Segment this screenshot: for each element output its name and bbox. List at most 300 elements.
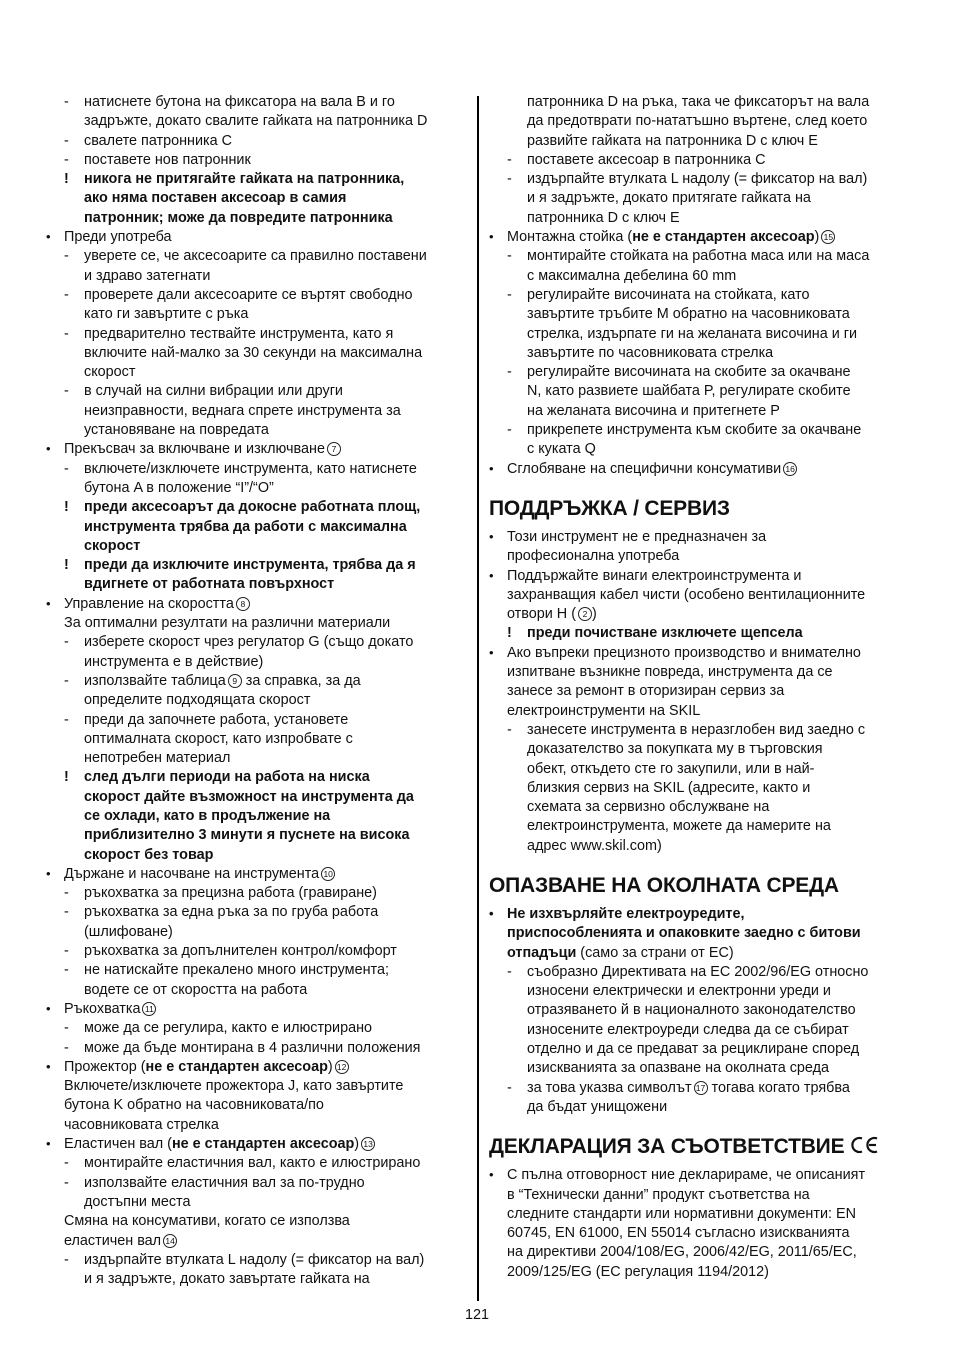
circled-number-icon: 15 bbox=[821, 230, 835, 244]
heading-service: ПОДДРЪЖКА / СЕРВИЗ bbox=[489, 496, 730, 520]
dash-marker: - bbox=[64, 1251, 69, 1268]
text-fragment: патронника D с ключ E bbox=[527, 209, 680, 226]
line-text bbox=[46, 363, 466, 382]
line-text bbox=[489, 798, 911, 817]
text-line bbox=[46, 1193, 466, 1212]
text-line bbox=[46, 595, 466, 614]
line-text bbox=[489, 837, 911, 856]
text-fragment: Еластичен вал ( bbox=[64, 1136, 172, 1153]
text-line bbox=[489, 798, 911, 817]
text-fragment: монтирайте стойката на работна маса или на маса bbox=[527, 248, 870, 265]
line-text bbox=[489, 1040, 911, 1059]
line-text bbox=[46, 846, 466, 865]
line-text bbox=[46, 595, 466, 614]
line-text bbox=[46, 460, 466, 479]
line-text bbox=[46, 1019, 466, 1038]
text-line bbox=[489, 1040, 911, 1059]
text-fragment: прикрепете инструмента към скобите за окачване bbox=[527, 422, 862, 439]
line-text bbox=[46, 498, 466, 517]
text-fragment: и я задръжте, докато завъртате гайката на bbox=[84, 1271, 370, 1288]
text-fragment: електроинструмента, можете да намерите на bbox=[527, 818, 831, 835]
text-fragment: се охлади, като в продължение на bbox=[84, 807, 331, 824]
text-fragment: Прекъсвач за включване и изключване bbox=[64, 441, 325, 458]
text-line bbox=[46, 132, 466, 151]
text-line bbox=[46, 498, 466, 517]
text-fragment: изискванията за опазване на околната среда bbox=[527, 1060, 829, 1077]
text-line bbox=[489, 644, 911, 663]
text-line bbox=[46, 209, 466, 228]
text-line bbox=[489, 963, 911, 982]
line-text bbox=[46, 421, 466, 440]
text-fragment: издърпайте втулката L надолу (= фиксатор на вал) bbox=[84, 1251, 425, 1268]
text-fragment: доказателство за покупката му в търговския bbox=[527, 741, 823, 758]
text-fragment: уверете се, че аксесоарите са правилно поставени bbox=[84, 248, 427, 265]
text-fragment: износените електроуреди следва да се събират bbox=[527, 1021, 849, 1038]
line-text bbox=[46, 653, 466, 672]
line-text bbox=[489, 547, 911, 566]
text-line bbox=[46, 537, 466, 556]
text-fragment: да предотврати по-нататъшно въртене, след което bbox=[527, 113, 868, 130]
line-text bbox=[489, 363, 911, 382]
text-fragment: преди да изключите инструмента, трябва да я bbox=[84, 557, 416, 574]
text-line bbox=[489, 382, 911, 401]
text-line bbox=[489, 305, 911, 324]
text-fragment: скорост bbox=[84, 364, 136, 381]
text-fragment: Смяна на консумативи, когато се използва bbox=[64, 1213, 350, 1230]
text-line bbox=[489, 760, 911, 779]
line-text bbox=[489, 760, 911, 779]
text-fragment: използвайте еластичния вал за по-трудно bbox=[84, 1174, 365, 1191]
bullet-icon: • bbox=[489, 528, 494, 544]
text-fragment: определите подходящата скорост bbox=[84, 692, 311, 709]
left-column bbox=[46, 93, 466, 1289]
text-line bbox=[489, 944, 911, 963]
heading-declaration: ДЕКЛАРАЦИЯ ЗА СЪОТВЕТСТВИЕ bbox=[489, 1133, 911, 1161]
line-text bbox=[46, 209, 466, 228]
text-fragment: Монтажна стойка ( bbox=[507, 229, 633, 246]
text-line bbox=[46, 981, 466, 1000]
line-text bbox=[46, 267, 466, 286]
text-line bbox=[489, 363, 911, 382]
text-fragment: задръжте, докато свалите гайката на патронника D bbox=[84, 113, 428, 130]
text-fragment: ако няма поставен аксесоар в самия bbox=[84, 190, 347, 207]
bullet-icon: • bbox=[489, 905, 494, 921]
text-line bbox=[489, 982, 911, 1001]
text-fragment: инструмента трябва да работи с максимална bbox=[84, 518, 407, 535]
text-line bbox=[46, 228, 466, 247]
text-fragment: за това указва символът bbox=[527, 1079, 692, 1096]
text-fragment: с максимална дебелина 60 mm bbox=[527, 267, 737, 284]
line-text bbox=[489, 170, 911, 189]
text-fragment: като ги завъртите с ръка bbox=[84, 306, 249, 323]
text-fragment: ръкохватка за допълнителен контрол/комфорт bbox=[84, 943, 397, 960]
dash-marker: - bbox=[507, 422, 512, 439]
text-line bbox=[46, 1154, 466, 1173]
circled-number-icon: 11 bbox=[142, 1002, 156, 1016]
line-text bbox=[46, 923, 466, 942]
text-line bbox=[46, 1212, 466, 1231]
dash-marker: - bbox=[64, 460, 69, 477]
bullet-icon: • bbox=[46, 1136, 51, 1152]
dash-marker: - bbox=[64, 1039, 69, 1056]
text-fragment: износени електрически и електронни уреди и bbox=[527, 983, 831, 1000]
text-fragment: предварително тествайте инструмента, като я bbox=[84, 325, 394, 342]
text-fragment: да бъдат унищожени bbox=[527, 1098, 668, 1115]
bullet-icon: • bbox=[46, 1000, 51, 1016]
text-fragment: Преди употреба bbox=[64, 229, 172, 246]
dash-marker: - bbox=[64, 634, 69, 651]
line-text bbox=[489, 1224, 911, 1243]
text-line bbox=[489, 112, 911, 131]
dash-marker: - bbox=[507, 151, 512, 168]
warning-marker: ! bbox=[507, 625, 512, 642]
column-divider bbox=[477, 96, 479, 1301]
dash-marker: - bbox=[64, 1155, 69, 1172]
line-text bbox=[489, 605, 911, 624]
text-line bbox=[46, 382, 466, 401]
text-line bbox=[46, 93, 466, 112]
dash-marker: - bbox=[64, 383, 69, 400]
dash-marker: - bbox=[64, 904, 69, 921]
text-fragment: адрес www.skil.com) bbox=[527, 837, 662, 854]
line-text bbox=[46, 518, 466, 537]
line-text bbox=[46, 151, 466, 170]
text-line bbox=[489, 93, 911, 112]
heading-environment: ОПАЗВАНЕ НА ОКОЛНАТА СРЕДА bbox=[489, 873, 839, 897]
dash-marker: - bbox=[64, 248, 69, 265]
text-fragment: ) bbox=[592, 606, 597, 623]
line-text bbox=[46, 247, 466, 266]
text-fragment: приблизително 3 минути я пуснете на висока bbox=[84, 827, 410, 844]
text-fragment: преди почистване изключете щепсела bbox=[527, 625, 803, 642]
line-text bbox=[46, 981, 466, 1000]
bold-fragment: не е стандартен аксесоар bbox=[171, 1136, 355, 1153]
text-line bbox=[489, 817, 911, 836]
text-line bbox=[489, 837, 911, 856]
text-line bbox=[46, 286, 466, 305]
text-fragment: занесе за ремонт в оторизиран сервиз за bbox=[507, 683, 785, 700]
text-line bbox=[489, 209, 911, 228]
dash-marker: - bbox=[64, 132, 69, 149]
text-fragment: С пълна отговорност ние декларираме, че описаният bbox=[507, 1167, 866, 1184]
text-line bbox=[489, 682, 911, 701]
line-text bbox=[46, 1077, 466, 1096]
text-line bbox=[46, 711, 466, 730]
line-text bbox=[489, 586, 911, 605]
text-fragment: съобразно Директивата на ЕС 2002/96/EG относно bbox=[527, 963, 869, 980]
text-fragment: Прожектор ( bbox=[64, 1058, 146, 1075]
text-fragment: Включете/изключете прожектора J, като завъртите bbox=[64, 1078, 404, 1095]
text-fragment: Държане и насочване на инструмента bbox=[64, 865, 320, 882]
text-line bbox=[46, 1019, 466, 1038]
line-text bbox=[46, 672, 466, 691]
line-text bbox=[489, 1186, 911, 1205]
line-text bbox=[46, 1270, 466, 1289]
text-fragment: схемата за сервизно обслужване на bbox=[527, 799, 770, 816]
text-fragment: ( bbox=[567, 606, 576, 623]
text-line bbox=[46, 1077, 466, 1096]
text-line bbox=[46, 691, 466, 710]
line-text bbox=[489, 344, 911, 363]
text-line bbox=[46, 672, 466, 691]
bullet-icon: • bbox=[489, 567, 494, 583]
text-fragment: обект, откъдето сте го закупили, или в най- bbox=[527, 760, 815, 777]
text-line bbox=[489, 547, 911, 566]
text-line bbox=[46, 730, 466, 749]
text-line bbox=[46, 846, 466, 865]
text-fragment: на желаната височина и притегнете P bbox=[527, 402, 780, 419]
line-text bbox=[46, 1039, 466, 1058]
text-line bbox=[46, 305, 466, 324]
line-text bbox=[489, 924, 911, 943]
line-text bbox=[46, 325, 466, 344]
line-text bbox=[46, 228, 466, 247]
text-fragment: тогава когато трябва bbox=[707, 1079, 850, 1096]
text-line bbox=[46, 189, 466, 208]
text-fragment: установяване на повредата bbox=[84, 422, 269, 439]
line-text bbox=[489, 286, 911, 305]
text-line bbox=[489, 586, 911, 605]
line-text bbox=[46, 112, 466, 131]
text-fragment: след дълги периоди на работа на ниска bbox=[84, 769, 370, 786]
text-line bbox=[46, 1270, 466, 1289]
line-text bbox=[489, 944, 911, 963]
text-fragment: приспособленията и опаковките заедно с битови bbox=[507, 925, 861, 942]
text-line bbox=[489, 1166, 911, 1185]
line-text bbox=[46, 575, 466, 594]
text-line bbox=[46, 653, 466, 672]
text-fragment: проверете дали аксесоарите се въртят свободно bbox=[84, 286, 413, 303]
dash-marker: - bbox=[64, 151, 69, 168]
text-fragment: отделно и да се предават за рециклиране според bbox=[527, 1041, 860, 1058]
line-text bbox=[46, 691, 466, 710]
text-line bbox=[489, 1059, 911, 1078]
line-text bbox=[46, 942, 466, 961]
line-text bbox=[46, 93, 466, 112]
text-line bbox=[489, 440, 911, 459]
text-line bbox=[489, 170, 911, 189]
text-fragment: оптималната скорост, като изпробвате с bbox=[84, 730, 353, 747]
text-fragment: непотребен материал bbox=[84, 750, 231, 767]
right-top-list bbox=[489, 93, 911, 479]
service-list bbox=[489, 528, 911, 856]
text-line bbox=[46, 1174, 466, 1193]
line-text bbox=[46, 865, 466, 884]
page-number: 121 bbox=[464, 1307, 489, 1323]
text-fragment: часовниковата стрелка bbox=[64, 1116, 219, 1133]
text-fragment: скорост bbox=[84, 537, 141, 554]
text-line bbox=[46, 421, 466, 440]
text-fragment: включите най-малко за 30 секунди на максимална bbox=[84, 344, 423, 361]
text-fragment: професионална употреба bbox=[507, 548, 680, 565]
text-fragment: монтирайте еластичния вал, както е илюстрирано bbox=[84, 1155, 421, 1172]
dash-marker: - bbox=[64, 1174, 69, 1191]
text-line bbox=[46, 903, 466, 922]
text-line bbox=[489, 779, 911, 798]
text-fragment: занесете инструмента в неразглобен вид заедно с bbox=[527, 721, 866, 738]
dash-marker: - bbox=[507, 248, 512, 265]
text-line bbox=[46, 749, 466, 768]
warning-marker: ! bbox=[64, 499, 69, 516]
line-text bbox=[489, 740, 911, 759]
bullet-icon: • bbox=[46, 1058, 51, 1074]
circled-number-icon: 14 bbox=[163, 1234, 177, 1248]
text-line bbox=[46, 363, 466, 382]
line-text bbox=[46, 884, 466, 903]
dash-marker: - bbox=[64, 94, 69, 110]
text-fragment: (само за страни от ЕС) bbox=[576, 944, 734, 961]
text-line bbox=[46, 247, 466, 266]
text-line bbox=[489, 460, 911, 479]
line-text bbox=[46, 132, 466, 151]
dash-marker: - bbox=[507, 721, 512, 738]
text-fragment: Не изхвърляйте електроуредите, bbox=[507, 905, 745, 922]
text-fragment: 2009/125/EG (ЕС регулация 1194/2012) bbox=[507, 1263, 769, 1280]
line-text bbox=[46, 1232, 466, 1251]
text-fragment: отразяването й в националното законодателство bbox=[527, 1002, 856, 1019]
text-fragment: бутона K обратно на часовниковата/по bbox=[64, 1097, 324, 1114]
bullet-icon: • bbox=[46, 441, 51, 457]
line-text bbox=[489, 963, 911, 982]
text-fragment: следните стандарти или нормативни документи: EN bbox=[507, 1205, 857, 1222]
text-line bbox=[46, 865, 466, 884]
line-text bbox=[489, 421, 911, 440]
line-text bbox=[489, 567, 911, 586]
text-fragment: Ако въпреки прецизното производство и внимателно bbox=[507, 644, 861, 661]
text-fragment: водете се от скоростта на работа bbox=[84, 981, 308, 998]
text-line bbox=[46, 768, 466, 787]
line-text bbox=[46, 344, 466, 363]
line-text bbox=[46, 788, 466, 807]
bold-fragment: не е стандартен аксесоар bbox=[632, 229, 815, 246]
text-fragment: преди да започнете работа, установете bbox=[84, 711, 349, 728]
text-fragment: стрелка, издърпате ги на желаната височина и ги bbox=[527, 325, 858, 342]
text-line bbox=[489, 1001, 911, 1020]
text-line bbox=[489, 1079, 911, 1098]
line-text bbox=[46, 1135, 466, 1154]
text-line bbox=[46, 1232, 466, 1251]
text-line bbox=[46, 460, 466, 479]
text-fragment: изпитване възникне повреда, инструмента да се bbox=[507, 664, 833, 681]
text-line bbox=[489, 421, 911, 440]
line-text bbox=[489, 721, 911, 740]
text-line bbox=[46, 267, 466, 286]
line-text bbox=[489, 1079, 911, 1098]
text-fragment: отвори H bbox=[507, 606, 568, 623]
line-text bbox=[489, 682, 911, 701]
text-line bbox=[489, 528, 911, 547]
text-fragment: включете/изключете инструмента, като натиснете bbox=[84, 460, 417, 477]
line-text bbox=[489, 1205, 911, 1224]
text-line bbox=[46, 1135, 466, 1154]
line-text bbox=[489, 151, 911, 170]
circled-number-icon: 9 bbox=[228, 674, 242, 688]
line-text bbox=[489, 644, 911, 663]
line-text bbox=[489, 982, 911, 1001]
line-text bbox=[46, 807, 466, 826]
line-text bbox=[489, 1059, 911, 1078]
line-text bbox=[46, 633, 466, 652]
line-text bbox=[489, 817, 911, 836]
line-text bbox=[489, 93, 911, 112]
text-fragment: патронника D на ръка, така че фиксаторът на вала bbox=[527, 94, 870, 110]
text-line bbox=[489, 189, 911, 208]
line-text bbox=[489, 247, 911, 266]
text-line bbox=[489, 605, 911, 624]
dash-marker: - bbox=[64, 885, 69, 902]
line-text bbox=[46, 170, 466, 189]
text-fragment: издърпайте втулката L надолу (= фиксатор на вал) bbox=[527, 171, 868, 188]
line-text bbox=[46, 768, 466, 787]
circled-number-icon: 8 bbox=[236, 597, 250, 611]
text-fragment: преди аксесоарът да докосне работната площ, bbox=[84, 499, 421, 516]
line-text bbox=[46, 305, 466, 324]
line-text bbox=[46, 556, 466, 575]
circled-number-icon: 17 bbox=[694, 1081, 708, 1095]
text-fragment: поставете аксесоар в патронника C bbox=[527, 151, 766, 168]
text-fragment: скорост дайте възможност на инструмента да bbox=[84, 788, 414, 805]
text-line bbox=[46, 633, 466, 652]
line-text bbox=[489, 132, 911, 151]
line-text bbox=[489, 663, 911, 682]
line-text bbox=[489, 189, 911, 208]
text-line bbox=[489, 1263, 911, 1282]
text-fragment: регулирайте височината на стойката, като bbox=[527, 286, 810, 303]
text-line bbox=[489, 1224, 911, 1243]
line-text bbox=[46, 961, 466, 980]
line-text bbox=[46, 479, 466, 498]
text-fragment: развийте гайката на патронника D с ключ E bbox=[527, 132, 818, 149]
dash-marker: - bbox=[64, 943, 69, 960]
dash-marker: - bbox=[507, 1079, 512, 1096]
text-line bbox=[489, 1021, 911, 1040]
text-fragment: никога не притягайте гайката на патронника, bbox=[84, 171, 405, 188]
dash-marker: - bbox=[507, 364, 512, 381]
text-fragment: в случай на силни вибрации или други bbox=[84, 383, 343, 400]
text-line bbox=[489, 132, 911, 151]
text-fragment: скорост без товар bbox=[84, 846, 214, 863]
text-fragment: (шлифоване) bbox=[84, 923, 173, 940]
circled-number-icon: 10 bbox=[321, 867, 335, 881]
dash-marker: - bbox=[64, 962, 69, 979]
line-text bbox=[46, 903, 466, 922]
ce-mark-icon bbox=[850, 1135, 880, 1155]
line-text bbox=[489, 702, 911, 721]
text-line bbox=[489, 267, 911, 286]
line-text bbox=[46, 1000, 466, 1019]
text-fragment: захранващия кабел чисти (особено вентилационните bbox=[507, 586, 866, 603]
text-fragment: неизправности, веднага спрете инструмента за bbox=[84, 402, 401, 419]
line-text bbox=[489, 305, 911, 324]
line-text bbox=[489, 1098, 911, 1117]
line-text bbox=[489, 267, 911, 286]
line-text bbox=[489, 905, 911, 924]
bullet-icon: • bbox=[489, 1167, 494, 1183]
text-line bbox=[46, 961, 466, 980]
line-text bbox=[489, 382, 911, 401]
text-fragment: за справка, за да bbox=[241, 672, 361, 689]
line-text bbox=[489, 1263, 911, 1282]
dash-marker: - bbox=[507, 963, 512, 980]
text-fragment: и я задръжте, докато притягате гайката на bbox=[527, 190, 811, 207]
text-line bbox=[46, 325, 466, 344]
text-fragment: отпадъци bbox=[507, 944, 577, 961]
text-fragment: близкия сервиз на SKIL (адресите, както и bbox=[527, 779, 811, 796]
text-fragment: в “Технически данни” продукт съответства на bbox=[507, 1186, 810, 1203]
text-line bbox=[489, 721, 911, 740]
text-fragment: Сглобяване на специфични консумативи bbox=[507, 460, 782, 477]
circled-number-icon: 2 bbox=[578, 607, 592, 621]
